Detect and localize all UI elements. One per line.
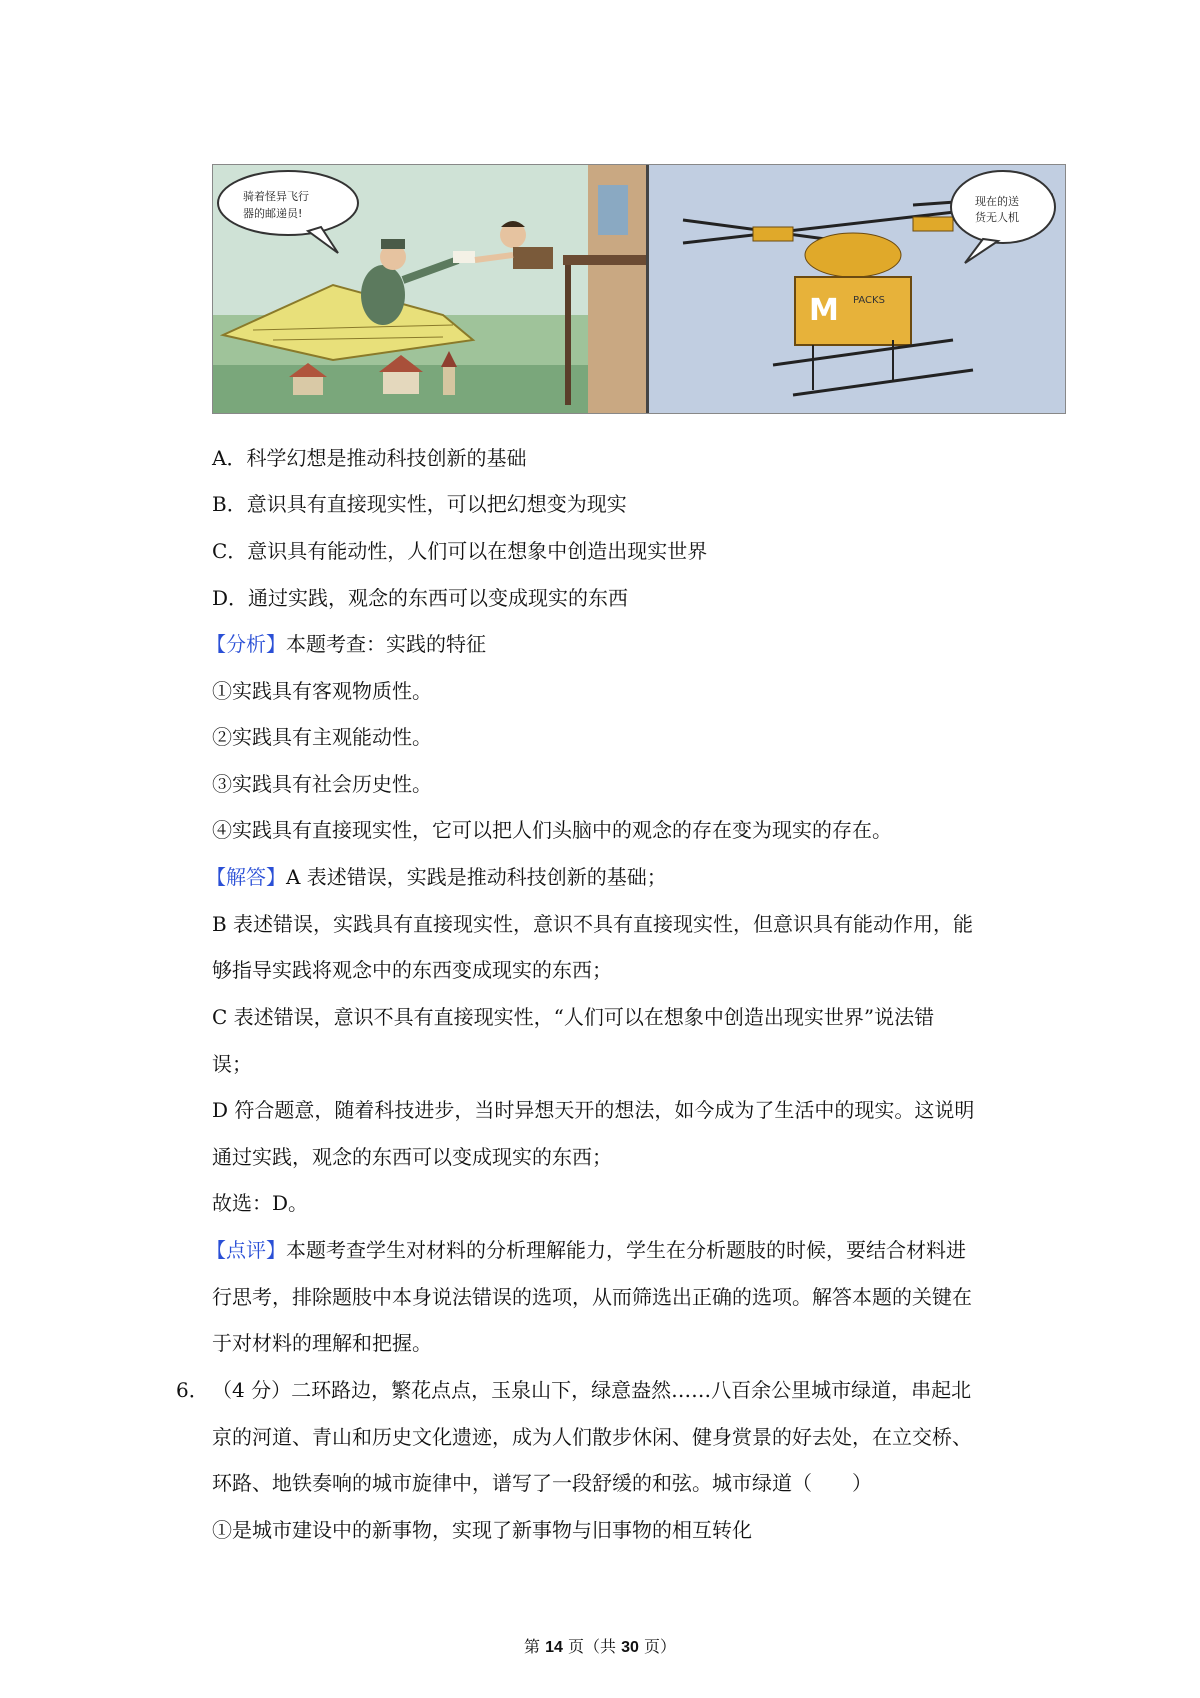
option-a: A．科学幻想是推动科技创新的基础 — [212, 446, 527, 470]
footer-middle: 页（共 — [562, 1637, 622, 1656]
comment-tag: 【点评】 — [206, 1238, 286, 1262]
page-footer — [0, 1636, 1200, 1659]
analysis-text: 本题考查：实践的特征 — [286, 632, 486, 656]
footer-prefix: 第 — [524, 1637, 546, 1656]
answer-tag: 【解答】 — [206, 865, 286, 889]
option-d: D．通过实践，观念的东西可以变成现实的东西 — [212, 586, 629, 610]
comment-line-1: 本题考查学生对材料的分析理解能力，学生在分析题肢的时候，要结合材料进 — [286, 1238, 966, 1262]
right-bubble-line-1: 现在的送 — [975, 195, 1019, 208]
answer-line-4: C 表述错误，意识不具有直接现实性，“人们可以在想象中创造出现实世界”说法错 — [212, 1005, 935, 1029]
comment-heading — [206, 1236, 966, 1264]
answer-line-6: D 符合题意，随着科技进步，当时异想天开的想法，如今成为了生活中的现实。这说明 — [212, 1098, 975, 1122]
package-text: PACKS — [853, 295, 885, 306]
answer-line-3: 够指导实践将观念中的东西变成现实的东西； — [212, 958, 612, 982]
comparison-illustration — [212, 164, 1066, 414]
panel-divider — [646, 165, 649, 413]
option-c: C．意识具有能动性，人们可以在想象中创造出现实世界 — [212, 539, 708, 563]
answer-line-1: A 表述错误，实践是推动科技创新的基础； — [286, 865, 667, 889]
analysis-tag: 【分析】 — [206, 632, 286, 656]
left-bubble-line-2: 器的邮递员! — [243, 207, 303, 220]
option-b: B．意识具有直接现实性，可以把幻想变为现实 — [212, 492, 627, 516]
footer-suffix: 页） — [638, 1637, 676, 1656]
comment-line-3: 于对材料的理解和把握。 — [212, 1331, 432, 1355]
analysis-item-4: ④实践具有直接现实性，它可以把人们头脑中的观念的存在变为现实的存在。 — [212, 818, 892, 842]
analysis-item-1: ①实践具有客观物质性。 — [212, 679, 432, 703]
footer-total-pages: 30 — [621, 1639, 639, 1656]
illustration-svg — [213, 165, 1065, 413]
analysis-item-2: ②实践具有主观能动性。 — [212, 725, 432, 749]
left-bubble-line-1: 骑着怪异飞行 — [243, 190, 309, 203]
footer-page-number: 14 — [545, 1639, 563, 1656]
answer-line-5: 误； — [212, 1052, 252, 1076]
question-6-number: 6． — [176, 1378, 209, 1402]
package-letter: M — [809, 293, 839, 328]
question-6-line-3: 环路、地铁奏响的城市旋律中，谱写了一段舒缓的和弦。城市绿道（ ） — [212, 1471, 872, 1495]
answer-line-7: 通过实践，观念的东西可以变成现实的东西； — [212, 1145, 612, 1169]
comment-line-2: 行思考，排除题肢中本身说法错误的选项，从而筛选出正确的选项。解答本题的关键在 — [212, 1285, 972, 1309]
answer-heading — [206, 863, 667, 891]
answer-line-8: 故选：D。 — [212, 1191, 309, 1215]
right-bubble-line-2: 货无人机 — [975, 211, 1019, 224]
question-6-option-1: ①是城市建设中的新事物，实现了新事物与旧事物的相互转化 — [212, 1518, 752, 1542]
analysis-item-3: ③实践具有社会历史性。 — [212, 772, 432, 796]
analysis-heading — [206, 630, 486, 658]
answer-line-2: B 表述错误，实践具有直接现实性，意识不具有直接现实性，但意识具有能动作用，能 — [212, 912, 974, 936]
question-6-line-2: 京的河道、青山和历史文化遗迹，成为人们散步休闲、健身赏景的好去处，在立交桥、 — [212, 1425, 972, 1449]
question-6-line-1: （4 分）二环路边，繁花点点，玉泉山下，绿意盎然……八百余公里城市绿道，串起北 — [212, 1378, 972, 1402]
